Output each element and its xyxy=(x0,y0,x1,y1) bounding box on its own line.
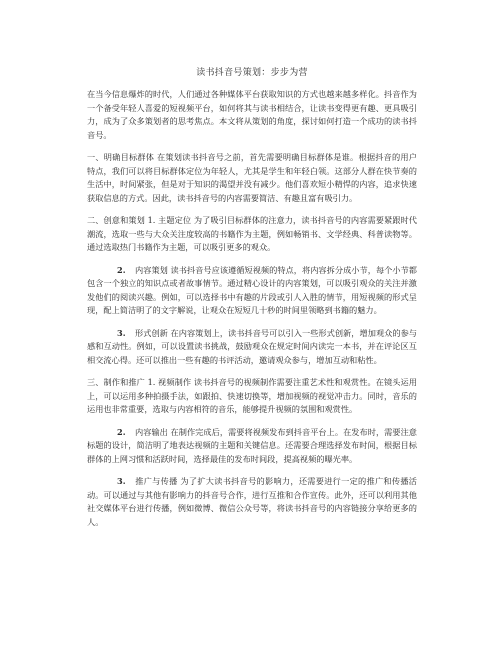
list-number: 3. xyxy=(117,327,126,338)
section-1-paragraph: 一、明确目标群体 在策划读书抖音号之前，首先需要明确目标群体是谁。根据抖音的用户特点，我们可以将目标群体定位为年轻人，尤其是学生和年轻白领。这部分人群在快节奏的生活中，时间紧张，但是对于知识的渴望并没有减少。他们喜欢短小精悍的内容，追求快速获取信息的方式。因此，读书抖音号的内容需要简洁、有趣且富有吸引力。 xyxy=(87,152,417,203)
list-number: 2. xyxy=(117,264,126,275)
section-2-item-3 xyxy=(87,327,417,368)
intro-paragraph: 在当今信息爆炸的时代，人们通过各种媒体平台获取知识的方式也越来越多样化。抖音作为一个备受年轻人喜爱的短视频平台，如何将其与读书相结合，让读书变得更有趣、更具吸引力，成为了众多策划者的思考焦点。本文将从策划的角度，探讨如何打造一个成功的读书抖音号。 xyxy=(87,89,417,140)
section-3-item-2 xyxy=(87,426,417,467)
document-page xyxy=(87,67,417,538)
document-title: 读书抖音号策划：步步为营 xyxy=(196,68,308,78)
section-3-item-3 xyxy=(87,475,417,529)
list-number: 3. xyxy=(117,476,126,486)
section-3-paragraph: 三、制作和推广 1. 视频制作 读书抖音号的视频制作需要注重艺术性和观赏性。在镜头运用上，可以运用多种拍摄手法，如跟拍、快速切换等，增加视频的视觉冲击力。同时，音乐的运用也非常重要，选取与内容相符的音乐，能够提升视频的氛围和观赏性。 xyxy=(87,377,417,414)
list-item-text: 形式创新 在内容策划上，读书抖音号可以引入一些形式创新，增加观众的参与感和互动性。例如，可以设置读书挑战，鼓励观众在规定时间内读完一本书，并在评论区互相交流心得。还可以推出一些有趣的书评活动，邀请观众参与，增加互动和粘性。 xyxy=(87,327,417,365)
section-2-item-2 xyxy=(87,264,417,318)
list-item-text: 内容输出 在制作完成后，需要将视频发布到抖音平台上。在发布时，需要注意标题的设计，简洁明了地表达视频的主题和关键信息。还需要合理选择发布时间，根据目标群体的上网习惯和活跃时间，选择最佳的发布时间段，提高视频的曝光率。 xyxy=(87,426,417,464)
section-2-paragraph: 二、创意和策划 1. 主题定位 为了吸引目标群体的注意力，读书抖音号的内容需要紧跟时代潮流，选取一些与大众关注度较高的书籍作为主题，例如畅销书、文学经典、科普读物等。通过选取热门书籍作为主题，可以吸引更多的观众。 xyxy=(87,215,417,252)
list-number: 2. xyxy=(117,426,126,437)
list-item-text: 推广与传播 为了扩大读书抖音号的影响力，还需要进行一定的推广和传播活动。可以通过与其他有影响力的抖音号合作，进行互推和合作宣传。此外，还可以利用其他社交媒体平台进行传播，例如微博、微信公众号等，将读书抖音号的内容链接分享给更多的人。 xyxy=(87,476,417,527)
list-item-text: 内容策划 读书抖音号应该遵循短视频的特点，将内容拆分成小节，每个小节都包含一个独立的知识点或者故事情节。通过精心设计的内容策划，可以吸引观众的关注并激发他们的阅读兴趣。例如，可以选择书中有趣的片段或引人入胜的情节，用短视频的形式呈现，配上简洁明了的文字解说，让观众在短短几十秒的时间里领略到书籍的魅力。 xyxy=(87,264,417,315)
